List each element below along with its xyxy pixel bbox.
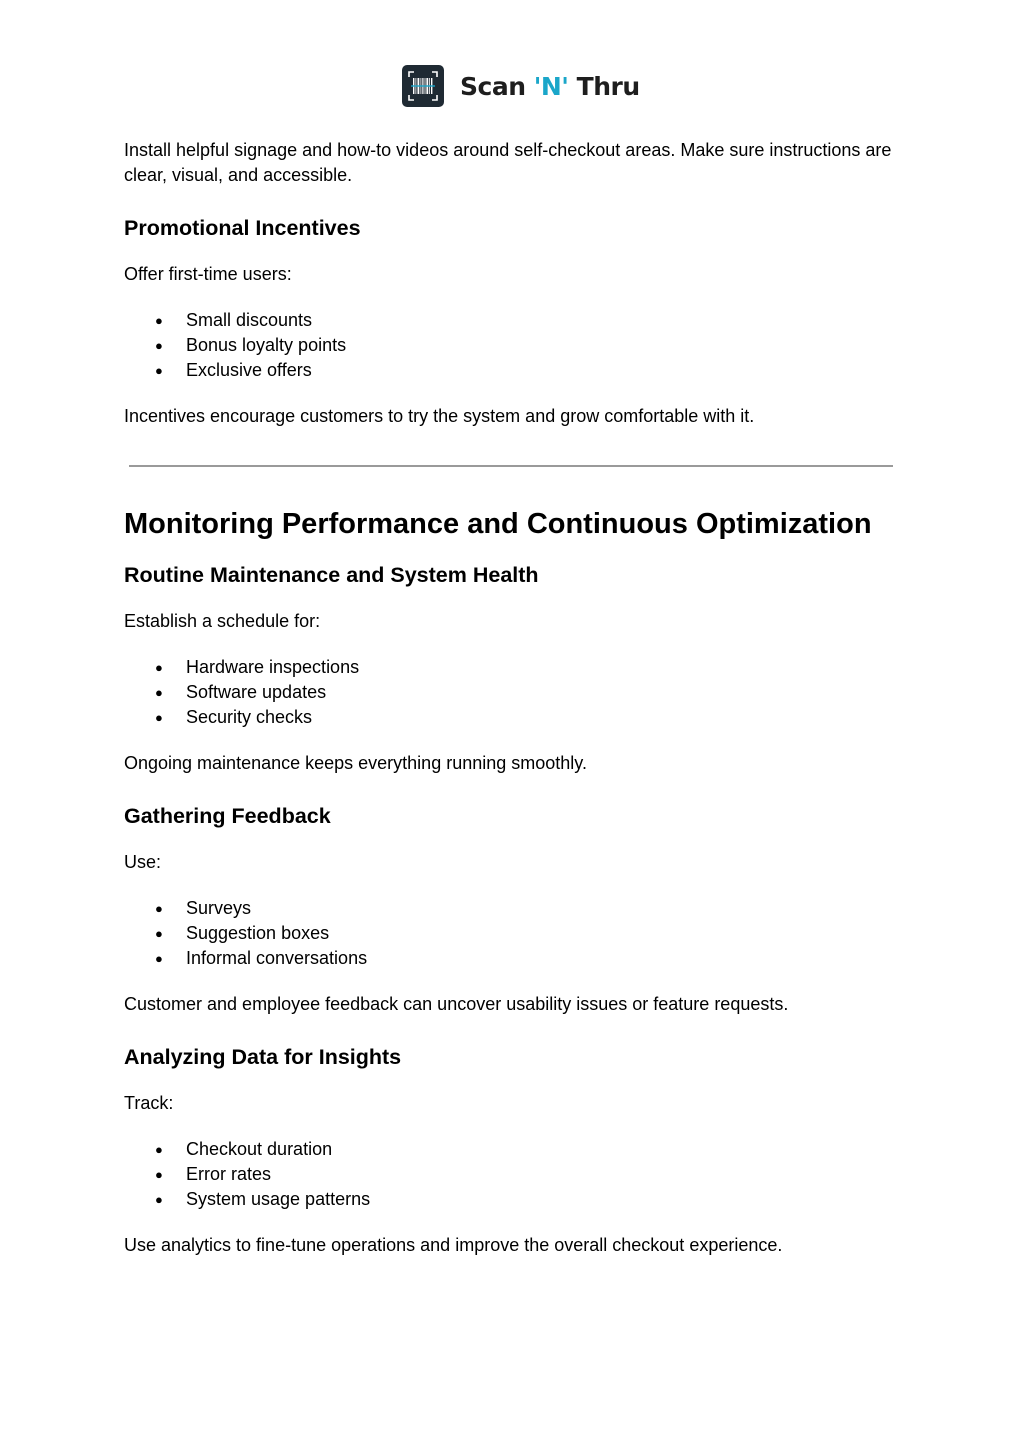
promo-heading: Promotional Incentives: [124, 216, 361, 240]
section-title: Monitoring Performance and Continuous Optimization: [124, 508, 872, 540]
list-item: ● Hardware inspections: [124, 655, 904, 680]
promo-lead: Offer first-time users:: [124, 264, 292, 284]
list-item: ● Security checks: [124, 705, 904, 730]
list-item: ● Suggestion boxes: [124, 921, 904, 946]
feedback-lead: Use:: [124, 852, 162, 872]
analytics-list: [124, 1137, 904, 1212]
list-item: ● Error rates: [124, 1162, 904, 1187]
list-item: ● Informal conversations: [124, 946, 904, 971]
promo-list: [124, 308, 904, 383]
feedback-list: [124, 896, 904, 971]
barcode-scanner-icon: [402, 65, 444, 107]
analytics-heading: Analyzing Data for Insights: [124, 1045, 402, 1069]
feedback-closing: Customer and employee feedback can uncover usability issues or feature requests.: [124, 994, 789, 1014]
list-item: ● Surveys: [124, 896, 904, 921]
list-item: ● Software updates: [124, 680, 904, 705]
maintenance-closing: Ongoing maintenance keeps everything running smoothly.: [124, 753, 587, 773]
list-item: ● System usage patterns: [124, 1187, 904, 1212]
list-item: ● Checkout duration: [124, 1137, 904, 1162]
brand-name: Scan 'N' Thru: [460, 71, 640, 101]
intro-paragraph: Install helpful signage and how-to videos around self-checkout areas. Make sure instructions are clear, visual, and accessible.: [124, 140, 892, 185]
document-body: [124, 138, 904, 1258]
feedback-heading: Gathering Feedback: [124, 804, 331, 828]
maintenance-list: [124, 655, 904, 730]
section-divider: [129, 465, 893, 467]
analytics-lead: Track:: [124, 1093, 174, 1113]
brand-accent: 'N': [533, 71, 569, 101]
promo-closing: Incentives encourage customers to try the system and grow comfortable with it.: [124, 406, 755, 426]
maintenance-lead: Establish a schedule for:: [124, 611, 321, 631]
maintenance-heading: Routine Maintenance and System Health: [124, 563, 539, 587]
list-item: ● Small discounts: [124, 308, 904, 333]
analytics-closing: Use analytics to fine-tune operations and improve the overall checkout experience.: [124, 1235, 783, 1255]
brand-logo: [402, 64, 640, 108]
list-item: ● Exclusive offers: [124, 358, 904, 383]
list-item: ● Bonus loyalty points: [124, 333, 904, 358]
